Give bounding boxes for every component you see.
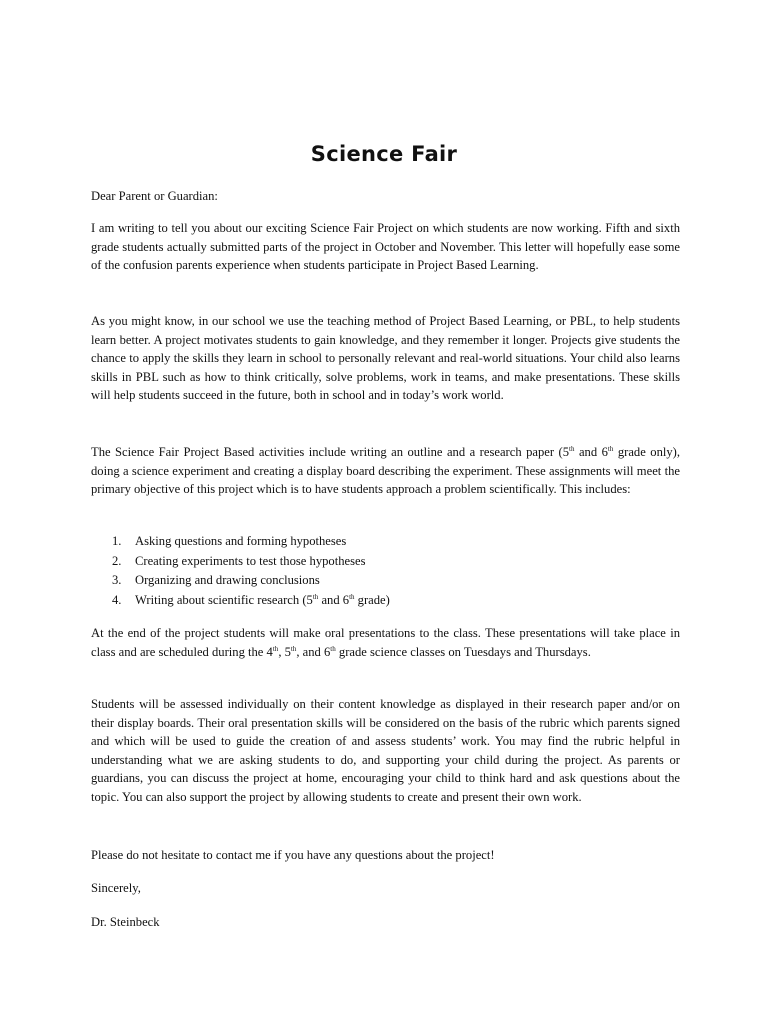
list-item bbox=[91, 591, 680, 611]
text-run: grade science classes on Tuesdays and Thursdays. bbox=[335, 644, 591, 659]
signature: Dr. Steinbeck bbox=[91, 915, 160, 929]
paragraph-assessment: Students will be assessed individually on their content knowledge as displayed in their research paper and/or on their display boards. Their oral presentation skills will be considered on the basis of the rubric which parents signed and which will be used to guide the creation of and assess students’ work. You may find the rubric helpful in understanding what we are asking students to do, and supporting your child during the project. As parents or guardians, you can discuss the project at home, encouraging your child to think hard and ask questions about the topic. You can also support the project by allowing students to create and present their own work. bbox=[91, 697, 680, 804]
list-text: Organizing and drawing conclusions bbox=[135, 573, 320, 587]
text-run: and 6 bbox=[574, 445, 608, 459]
list-text: grade) bbox=[354, 592, 390, 607]
paragraph-activities bbox=[91, 443, 680, 499]
objectives-list bbox=[91, 532, 680, 610]
paragraph-contact: Please do not hesitate to contact me if you have any questions about the project! bbox=[91, 848, 495, 862]
text-run: , and 6 bbox=[296, 644, 331, 659]
text-run: grade only), doing a science experiment and creating a display board describing the experiment. These assignments will meet the primary objective of this project which is to have students approach a problem scientifically. This includes: bbox=[91, 445, 681, 497]
ordinal-suffix: th bbox=[607, 445, 614, 453]
ordinal-suffix: th bbox=[569, 445, 575, 453]
text-run: The Science Fair Project Based activities include writing an outline and a research paper (5 bbox=[91, 445, 570, 459]
closing: Sincerely, bbox=[91, 881, 141, 895]
text-run: At the end of the project students will make oral presentations to the class. These presentations will take place in class and are scheduled during the 4 bbox=[91, 626, 680, 659]
list-item bbox=[91, 532, 680, 552]
list-text: Creating experiments to test those hypotheses bbox=[135, 553, 366, 568]
list-number: 3. bbox=[112, 573, 122, 587]
salutation: Dear Parent or Guardian: bbox=[91, 189, 218, 203]
list-item bbox=[91, 571, 680, 591]
list-number: 2. bbox=[112, 553, 122, 568]
paragraph-intro: I am writing to tell you about our exciting Science Fair Project on which students are now working. Fifth and sixth grade students actually submitted parts of the project in October and November. This letter will hopefully ease some of the confusion parents experience when students participate in Project Based Learning. bbox=[91, 221, 680, 273]
ordinal-suffix: th bbox=[349, 592, 355, 601]
text-run: , 5 bbox=[278, 644, 291, 659]
list-text: Asking questions and forming hypotheses bbox=[135, 534, 347, 548]
ordinal-suffix: th bbox=[312, 592, 319, 601]
list-item bbox=[91, 552, 680, 572]
list-text: and 6 bbox=[318, 592, 350, 607]
paragraph-presentations bbox=[91, 624, 680, 661]
ordinal-suffix: th bbox=[290, 644, 297, 653]
page-title: Science Fair bbox=[310, 142, 458, 166]
list-number: 4. bbox=[112, 592, 122, 607]
list-text: Writing about scientific research (5 bbox=[135, 592, 313, 607]
ordinal-suffix: th bbox=[272, 644, 279, 653]
list-number: 1. bbox=[112, 534, 122, 548]
ordinal-suffix: th bbox=[330, 644, 336, 653]
paragraph-pbl: As you might know, in our school we use the teaching method of Project Based Learning, or PBL, to help students learn better. A project motivates students to gain knowledge, and they remember it longer. Projects give students the chance to apply the skills they learn in school to personally relevant and real-world situations. Your child also learns skills in PBL such as how to think critically, solve problems, work in teams, and make presentations. These skills will help students succeed in the future, both in school and in today’s work world. bbox=[91, 314, 680, 403]
